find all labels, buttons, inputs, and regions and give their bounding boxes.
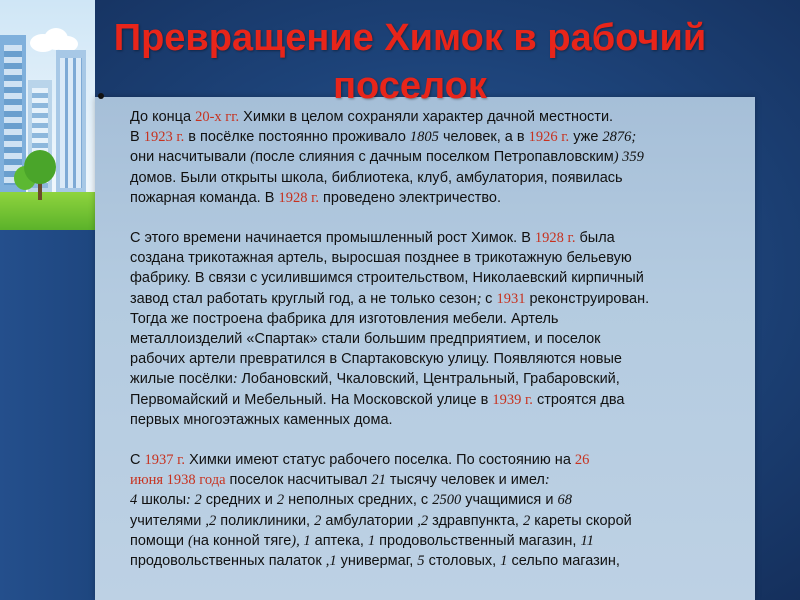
text-run: здравпункта, (428, 512, 523, 529)
left-strip (0, 230, 95, 600)
highlighted-date: 1937 г. (144, 452, 186, 469)
text-run: 5 (417, 553, 425, 570)
text-run: ( (250, 149, 256, 166)
text-run: сельпо магазин, (507, 553, 620, 570)
highlighted-date: 1928 г. (278, 189, 319, 206)
text-run: фабрику. В связи с усилившимся строительством, Николаевский кирпичный (130, 270, 644, 287)
text-run: 2876; (602, 129, 637, 146)
text-run: ( (188, 532, 193, 549)
text-run: ,2 (417, 512, 429, 529)
text-run: учителями (130, 512, 206, 529)
text-run: ; (476, 290, 486, 307)
text-run: кареты скорой (530, 512, 632, 529)
text-run: с (485, 290, 497, 307)
text-run: поликлиники, (216, 512, 315, 529)
text-run: реконструирован. (525, 290, 650, 307)
text-run: была (575, 230, 615, 247)
text-run: аптека, (310, 532, 368, 549)
text-run: пожарная команда. В (130, 189, 279, 206)
text-run: они насчитывали (130, 149, 251, 166)
text-run: тысячу человек и имел (385, 472, 545, 489)
text-run: универмаг, (336, 553, 418, 570)
text-run: ) 359 (613, 149, 644, 166)
text-run: средних и (201, 492, 277, 509)
highlighted-date: 1923 г. (143, 129, 185, 146)
text-run: ,1 (325, 553, 337, 570)
text-run: 1805 (409, 129, 439, 146)
text-run: рабочих артели превратился в Спартаковскую улицу. Появляются новые (130, 351, 622, 368)
text-run: создана трикотажная артель, выросшая позднее в трикотажную бельевую (130, 250, 632, 267)
body-text (130, 107, 755, 591)
text-run: Первомайский и Мебельный. На Московской улице в (130, 391, 493, 408)
text-run: завод стал работать круглый год, а не только сезон (130, 290, 477, 307)
text-run: поселок насчитывал (225, 472, 372, 489)
text-run: До конца (130, 109, 196, 125)
text-run: В (130, 129, 144, 146)
paragraph-2 (130, 228, 755, 430)
text-run: Химки имеют статус рабочего поселка. По состоянию на (185, 452, 575, 469)
highlighted-date: 20-х гг. (195, 109, 240, 125)
text-run: 4 (130, 492, 138, 509)
text-run: : 2 (186, 492, 202, 509)
text-run: ,2 (205, 512, 217, 529)
highlighted-date: 1928 г. (534, 230, 576, 247)
title-line-2: поселок (333, 65, 487, 107)
text-run: С этого времени начинается промышленный рост Химок. В (130, 230, 535, 247)
text-run: Лобановский, Чкаловский, Центральный, Грабаровский, (241, 371, 620, 388)
text-run: 2500 (432, 492, 462, 509)
text-run: 2 (276, 492, 285, 509)
text-run: первых многоэтажных каменных дома. (130, 411, 393, 428)
text-run: домов. Были открыты школа, библиотека, клуб, амбулатория, появилась (130, 169, 623, 186)
text-run: металлоизделий «Спартак» стали большим предприятием, и поселок (130, 331, 601, 348)
text-run: : (544, 472, 550, 489)
highlighted-date: 1926 г. (528, 129, 570, 146)
text-run: строятся два (532, 391, 625, 408)
text-run: уже (569, 129, 603, 146)
text-run: жилые посёлки (130, 371, 233, 388)
text-run: 1 (500, 553, 508, 570)
text-run: ), 1 (291, 532, 311, 549)
text-run: столовых, (424, 553, 501, 570)
text-run: С (130, 452, 145, 469)
text-run: продовольственный магазин, (375, 532, 581, 549)
text-run: : (232, 371, 242, 388)
text-run: 2 (314, 512, 322, 529)
text-run: 2 (522, 512, 531, 529)
text-run: после слияния с дачным поселком Петропавловским (255, 149, 614, 166)
paragraph-1 (130, 107, 755, 208)
text-run: учащимися и (461, 492, 558, 509)
highlighted-date: июня (130, 472, 167, 489)
text-run: помощи (130, 532, 189, 549)
text-run: на конной тяге (192, 532, 292, 549)
text-run: 11 (580, 532, 594, 549)
text-run: в посёлке постоянно проживало (184, 129, 410, 146)
text-run: Тогда же построена фабрика для изготовления мебели. Артель (130, 310, 559, 327)
text-run: 1 (367, 532, 376, 549)
text-run: Химки в целом сохраняли характер дачной местности. (239, 109, 614, 125)
text-run: проведено электричество. (319, 189, 501, 206)
highlighted-date: 1938 года (166, 472, 226, 489)
paragraph-3 (130, 450, 755, 571)
text-run: 68 (557, 492, 572, 509)
text-run: неполных средних, с (284, 492, 433, 509)
highlighted-date: 1931 (496, 290, 526, 307)
slide-title (50, 14, 770, 110)
text-run: 21 (371, 472, 386, 489)
title-line-1: Превращение Химок в рабочий (113, 17, 707, 59)
highlighted-date: 26 (574, 452, 590, 469)
highlighted-date: 1939 г. (492, 391, 533, 408)
text-run: продовольственных палаток (130, 553, 326, 570)
text-run: амбулатории (321, 512, 418, 529)
text-run: человек, а в (438, 129, 529, 146)
text-run: школы (137, 492, 187, 509)
